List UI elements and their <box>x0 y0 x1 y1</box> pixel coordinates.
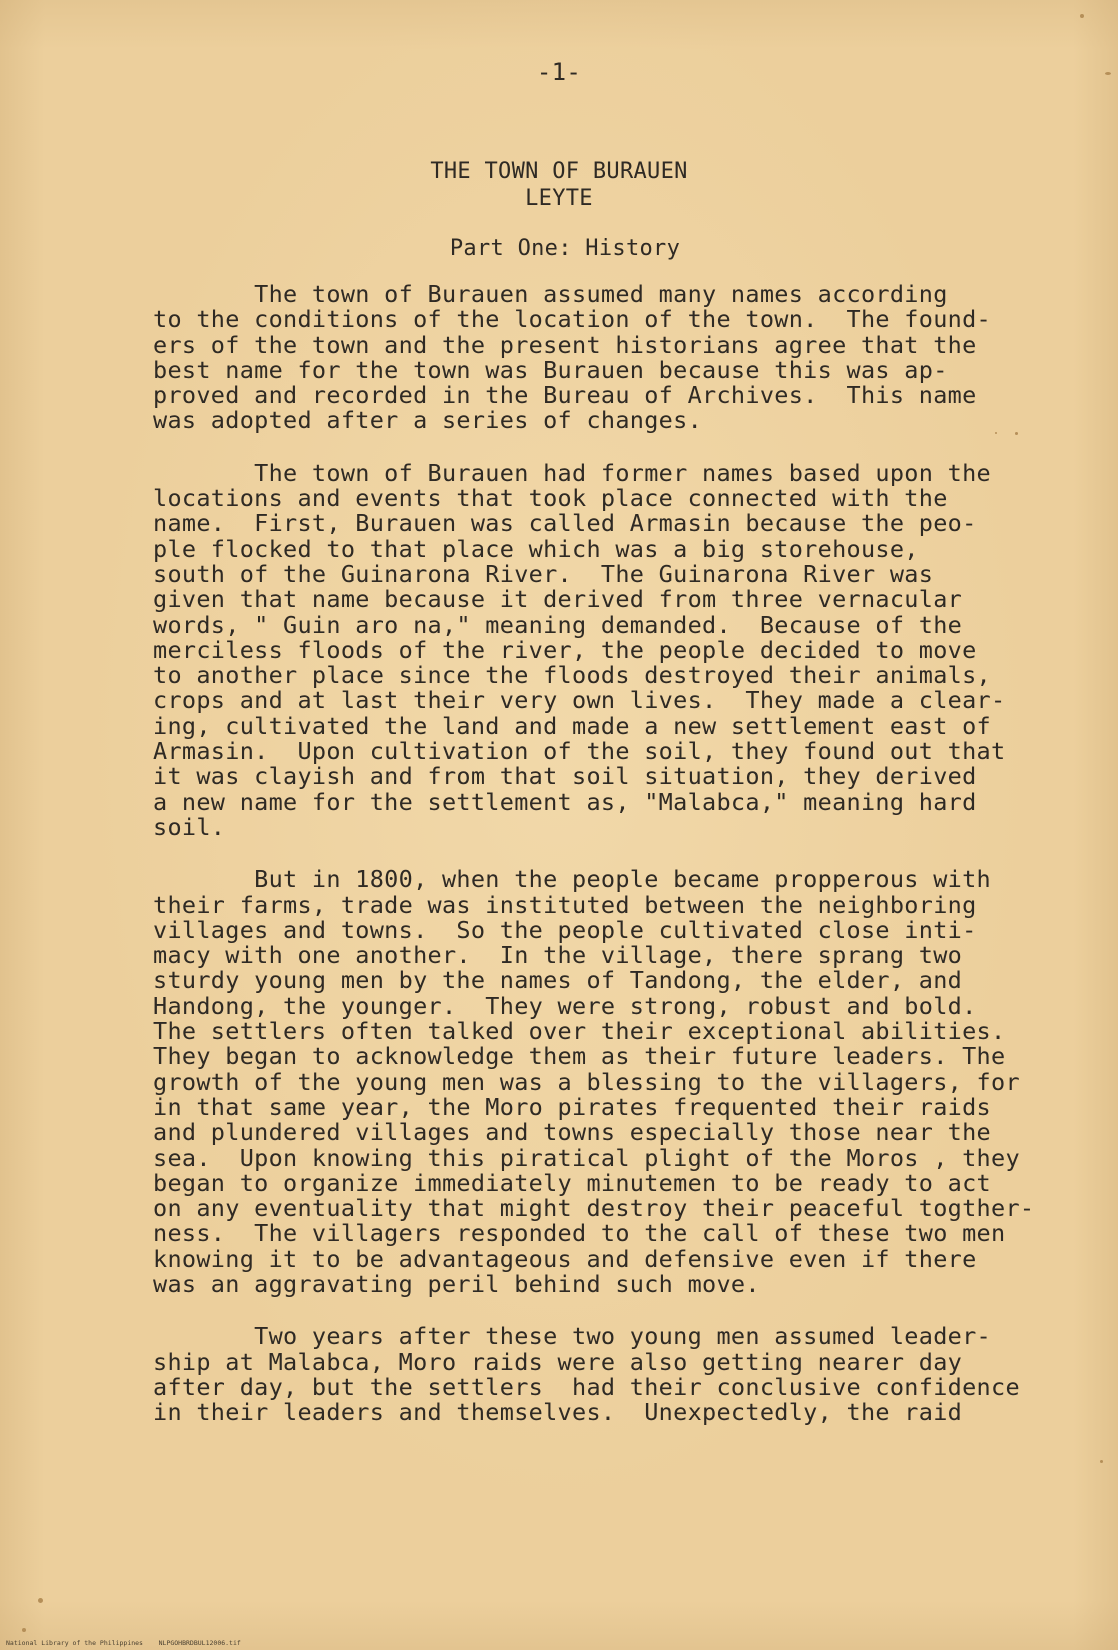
text-line: ship at Malabca, Moro raids were also getting nearer day <box>153 1347 963 1376</box>
text-line: their farms, trade was instituted between the neighboring <box>153 890 977 919</box>
text-line: The town of Burauen assumed many names according <box>153 280 948 308</box>
text-line: ing, cultivated the land and made a new settlement east of <box>153 711 991 740</box>
text-line: Armasin. Upon cultivation of the soil, they found out that <box>153 737 1006 766</box>
text-line: in their leaders and themselves. Unexpectedly, the raid <box>153 1398 963 1427</box>
text-line: began to organize immediately minutemen to be ready to act <box>153 1168 991 1197</box>
paragraph-3 <box>153 867 1083 1297</box>
text-line: words, " Guin aro na," meaning demanded. Because of the <box>153 610 963 639</box>
text-line: in that same year, the Moro pirates frequented their raids <box>153 1092 991 1121</box>
text-line: merciless floods of the river, the people decided to move <box>153 635 977 664</box>
text-line: growth of the young men was a blessing to the villagers, for <box>153 1067 1020 1096</box>
part-heading: Part One: History <box>449 236 681 261</box>
text-line: The settlers often talked over their exceptional abilities. <box>153 1017 1006 1046</box>
text-line: on any eventuality that might destroy their peaceful togther- <box>153 1194 1035 1223</box>
text-line: was an aggravating peril behind such move. <box>153 1269 760 1298</box>
text-line: But in 1800, when the people became propperous with <box>153 865 991 894</box>
text-line: a new name for the settlement as, "Malabca," meaning hard <box>153 787 977 816</box>
body-text <box>153 282 1083 1452</box>
text-line: macy with one another. In the village, there sprang two <box>153 941 963 970</box>
page-number: -1- <box>536 58 582 86</box>
text-line: soil. <box>153 812 226 841</box>
paragraph-1 <box>153 282 1083 434</box>
text-line: crops and at last their very own lives. They made a clear- <box>153 686 1006 715</box>
text-line: ness. The villagers responded to the call of these two men <box>153 1219 1006 1248</box>
text-line: locations and events that took place connected with the <box>153 484 948 513</box>
text-line: proved and recorded in the Bureau of Archives. This name <box>153 381 977 410</box>
text-line: was adopted after a series of changes. <box>153 406 703 435</box>
text-line: to the conditions of the location of the town. The found- <box>153 305 991 334</box>
text-line: and plundered villages and towns especially those near the <box>153 1118 991 1147</box>
text-line: The town of Burauen had former names based upon the <box>153 458 991 487</box>
text-line: knowing it to be advantageous and defensive even if there <box>153 1244 977 1273</box>
text-line: best name for the town was Burauen because this was ap- <box>153 355 948 384</box>
text-line: name. First, Burauen was called Armasin because the peo- <box>153 509 977 538</box>
text-line: to another place since the floods destroyed their animals, <box>153 661 991 690</box>
text-line: given that name because it derived from three vernacular <box>153 585 963 614</box>
archive-caption: National Library of the Philippines NLPGOHBRDBUL12006.tif <box>6 1639 241 1647</box>
text-line: ple flocked to that place which was a big storehouse, <box>153 534 919 563</box>
text-line: ers of the town and the present historians agree that the <box>153 330 977 359</box>
text-line: Handong, the younger. They were strong, robust and bold. <box>153 991 977 1020</box>
text-line: it was clayish and from that soil situation, they derived <box>153 762 977 791</box>
title-town: THE TOWN OF BURAUEN <box>430 159 688 184</box>
text-line: sea. Upon knowing this piratical plight of the Moros , they <box>153 1143 1020 1172</box>
text-line: They began to acknowledge them as their future leaders. The <box>153 1042 1006 1071</box>
title-province: LEYTE <box>525 186 593 211</box>
paragraph-4 <box>153 1324 1083 1425</box>
text-line: Two years after these two young men assumed leader- <box>153 1322 991 1351</box>
text-line: sturdy young men by the names of Tandong, the elder, and <box>153 966 963 995</box>
text-line: south of the Guinarona River. The Guinarona River was <box>153 559 934 588</box>
paragraph-2 <box>153 458 1083 841</box>
document-title <box>0 158 1118 212</box>
text-line: after day, but the settlers had their conclusive confidence <box>153 1372 1020 1401</box>
text-line: villages and towns. So the people cultivated close inti- <box>153 915 977 944</box>
